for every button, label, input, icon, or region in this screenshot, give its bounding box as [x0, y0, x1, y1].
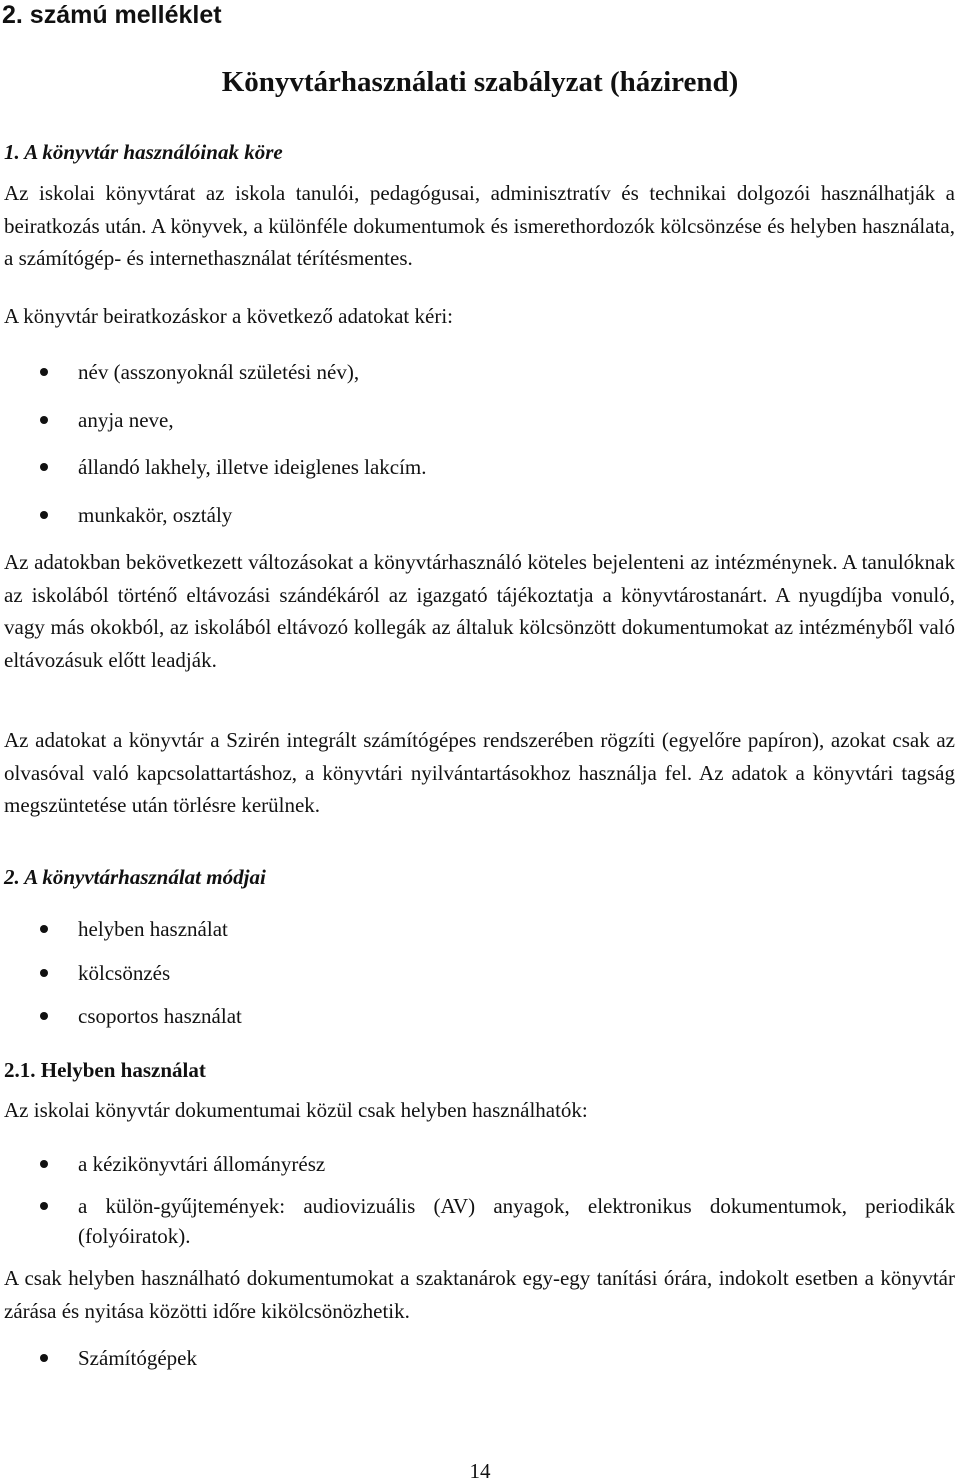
section-2-heading: 2. A könyvtárhasználat módjai — [4, 865, 266, 889]
annex-label: 2. számú melléklet — [2, 1, 222, 29]
list-item-text: munkakör, osztály — [78, 503, 233, 527]
bullet-icon — [40, 1012, 48, 1020]
bullet-icon — [40, 969, 48, 977]
section-1-paragraph-2: A könyvtár beiratkozáskor a következő adatokat kéri: — [4, 304, 453, 328]
list-item-text: a kézikönyvtári állományrész — [78, 1152, 326, 1176]
section-2-1-paragraph-1: Az iskolai könyvtár dokumentumai közül csak helyben használhatók: — [4, 1098, 588, 1122]
section-1-paragraph-3: Az adatokban bekövetkezett változásokat a könyvtárhasználó köteles bejelenteni az intézménynek. A tanulóknak az iskolából történő eltávozási szándékáról az igazgató tájékoztatja a könyvtárostanárt. A nyugdíjba vonuló, vagy más okokból, az iskolából eltávozó kollegák az általuk kölcsönzött dokumentumokat az intézményből való eltávozásuk előtt leadják. — [4, 550, 955, 672]
document-title-text: Könyvtárhasználati szabályzat (házirend) — [221, 66, 739, 98]
list-item-text: anyja neve, — [78, 408, 174, 432]
list-item-text: Számítógépek — [78, 1346, 197, 1370]
list-item-text: kölcsönzés — [78, 961, 171, 985]
bullet-icon — [40, 463, 48, 471]
list-item-text: csoportos használat — [78, 1004, 242, 1028]
bullet-icon — [40, 1354, 48, 1362]
section-1-heading: 1. A könyvtár használóinak köre — [4, 140, 283, 164]
list-item-text: a külön-gyűjtemények: audiovizuális (AV) anyagok, elektronikus dokumentumok, periodikák (folyóiratok). — [78, 1194, 955, 1248]
bullet-icon — [40, 925, 48, 933]
bullet-icon — [40, 1202, 48, 1210]
section-1-paragraph-1: Az iskolai könyvtárat az iskola tanulói, pedagógusai, adminisztratív és technikai dolgozói használhatják a beiratkozás után. A könyvek, a különféle dokumentumok és ismerethordozók kölcsönzése és helyben használata, a számítógép- és internethasználat térítésmentes. — [4, 181, 955, 270]
section-1-paragraph-4: Az adatokat a könyvtár a Szirén integrált számítógépes rendszerében rögzíti (egyelőre papíron), azokat csak az olvasóval való kapcsolattartáshoz, a könyvtári nyilvántartásokhoz használja fel. Az adatok a könyvtári tagság megszüntetése után törlésre kerülnek. — [4, 728, 955, 817]
section-2-1-paragraph-2: A csak helyben használható dokumentumokat a szaktanárok egy-egy tanítási órára, indokolt esetben a könyvtár zárása és nyitása közötti időre kikölcsönözhetik. — [4, 1266, 955, 1323]
list-item-text: név (asszonyoknál születési név), — [78, 360, 360, 384]
bullet-icon — [40, 1160, 48, 1168]
section-2-1-heading: 2.1. Helyben használat — [4, 1058, 206, 1082]
document-title — [0, 64, 960, 100]
bullet-icon — [40, 416, 48, 424]
bullet-icon — [40, 511, 48, 519]
list-item-text: állandó lakhely, illetve ideiglenes lakcím. — [78, 455, 427, 479]
page-number: 14 — [469, 1459, 491, 1483]
bullet-icon — [40, 368, 48, 376]
list-item-text: helyben használat — [78, 917, 228, 941]
